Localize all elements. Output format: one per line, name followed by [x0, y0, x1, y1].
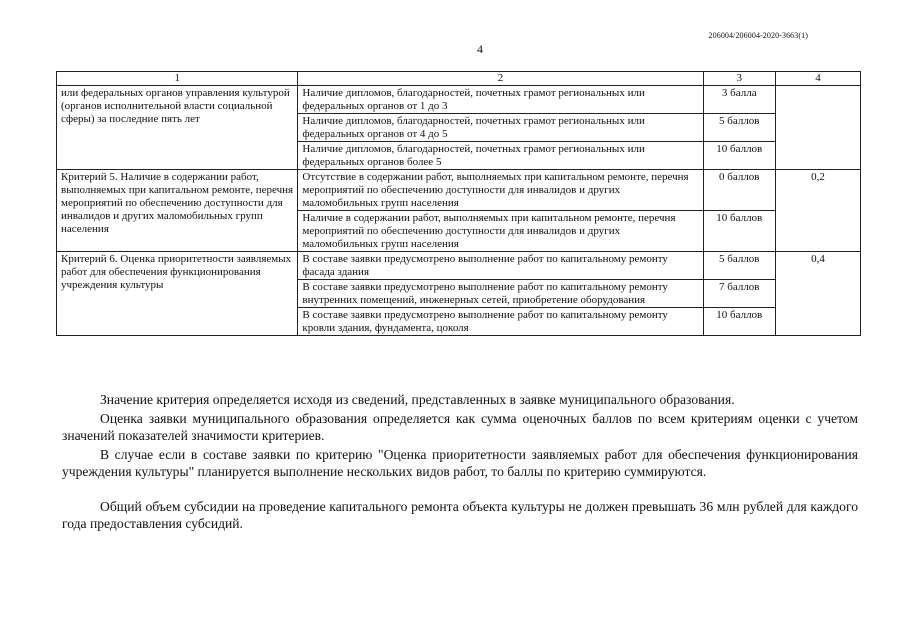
option-cell: Отсутствие в содержании работ, выполняемых при капитальном ремонте, перечня мероприятий по обеспечению доступности для инвалидов и других маломобильных групп населения	[298, 170, 703, 211]
option-cell: Наличие дипломов, благодарностей, почетных грамот региональных или федеральных органов более 5	[298, 142, 703, 170]
points-cell: 5 баллов	[703, 252, 775, 280]
table-header-row	[57, 72, 861, 86]
weight-cell	[775, 86, 860, 170]
table-row	[57, 86, 861, 114]
points-cell: 10 баллов	[703, 211, 775, 252]
criterion-cell: Критерий 5. Наличие в содержании работ, выполняемых при капитальном ремонте, перечня мероприятий по обеспечению доступности для инвалидов и других маломобильных групп населения	[57, 170, 298, 252]
points-cell: 5 баллов	[703, 114, 775, 142]
weight-cell: 0,2	[775, 170, 860, 252]
page-number: 4	[477, 42, 483, 56]
points-cell: 7 баллов	[703, 280, 775, 308]
points-cell: 10 баллов	[703, 142, 775, 170]
paragraph: Оценка заявки муниципального образования определяется как сумма оценочных баллов по всем критериям оценки с учетом значений показателей значимости критериев.	[62, 411, 858, 443]
column-header: 1	[57, 72, 298, 86]
points-cell: 10 баллов	[703, 308, 775, 336]
criterion-cell: Критерий 6. Оценка приоритетности заявляемых работ для обеспечения функционирования учреждения культуры	[57, 252, 298, 336]
option-cell: Наличие в содержании работ, выполняемых при капитальном ремонте, перечня мероприятий по обеспечению доступности для инвалидов и других маломобильных групп населения	[298, 211, 703, 252]
paragraph: Значение критерия определяется исходя из сведений, представленных в заявке муниципального образования.	[100, 392, 735, 407]
option-cell: В составе заявки предусмотрено выполнение работ по капитальному ремонту кровли здания, фундамента, цоколя	[298, 308, 703, 336]
column-header: 3	[703, 72, 775, 86]
table-row	[57, 252, 861, 280]
points-cell: 0 баллов	[703, 170, 775, 211]
paragraph: В случае если в составе заявки по критерию "Оценка приоритетности заявляемых работ для обеспечения функционирования учреждения культуры" планируется выполнение нескольких видов работ, то баллы по критерию суммируются.	[62, 447, 858, 479]
option-cell: В составе заявки предусмотрено выполнение работ по капитальному ремонту внутренних помещений, инженерных сетей, приобретение оборудования	[298, 280, 703, 308]
weight-cell: 0,4	[775, 252, 860, 336]
document-id: 206004/206004-2020-3663(1)	[708, 31, 808, 40]
option-cell: Наличие дипломов, благодарностей, почетных грамот региональных или федеральных органов от 1 до 3	[298, 86, 703, 114]
paragraph: Общий объем субсидии на проведение капитального ремонта объекта культуры не должен превышать 36 млн рублей для каждого года предоставления субсидий.	[62, 499, 858, 531]
column-header: 2	[298, 72, 703, 86]
criteria-table	[56, 71, 861, 336]
criterion-cell: или федеральных органов управления культурой (органов исполнительной власти социальной сферы) за последние пять лет	[57, 86, 298, 170]
column-header: 4	[775, 72, 860, 86]
option-cell: Наличие дипломов, благодарностей, почетных грамот региональных или федеральных органов от 4 до 5	[298, 114, 703, 142]
option-cell: В составе заявки предусмотрено выполнение работ по капитальному ремонту фасада здания	[298, 252, 703, 280]
points-cell: 3 балла	[703, 86, 775, 114]
table-row	[57, 170, 861, 211]
